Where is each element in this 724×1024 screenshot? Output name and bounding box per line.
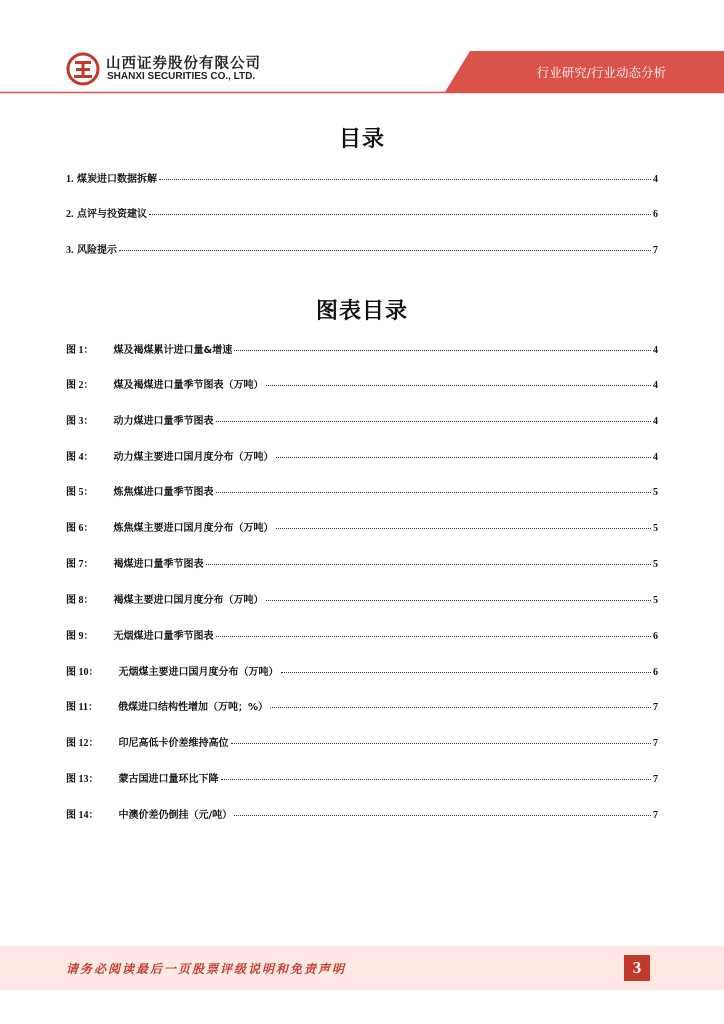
figure-item[interactable] — [66, 341, 658, 357]
figure-item-label: 无烟煤主要进口国月度分布（万吨） — [118, 667, 279, 678]
company-name-cn: 山西证券股份有限公司 — [106, 56, 261, 72]
footer-disclaimer: 请务必阅读最后一页股票评级说明和免责声明 — [66, 962, 347, 976]
figure-item[interactable] — [66, 663, 658, 679]
figure-item-number: 图 13： — [66, 774, 99, 785]
figure-item[interactable] — [66, 412, 658, 428]
leader-dots — [221, 779, 652, 780]
figure-item-label: 褐煤主要进口国月度分布（万吨） — [113, 595, 264, 606]
leader-dots — [119, 250, 651, 251]
figures-title: 图表目录 — [315, 299, 408, 324]
figure-item[interactable] — [66, 591, 658, 607]
figure-item-number: 图 4： — [66, 452, 94, 463]
figure-item[interactable] — [66, 376, 658, 392]
leader-dots — [231, 743, 652, 744]
figure-item-page: 5 — [653, 559, 658, 570]
figure-item-number: 图 12： — [66, 738, 99, 749]
figure-item-label: 印尼高低卡价差维持高位 — [118, 738, 229, 749]
figure-item-label: 炼焦煤进口量季节图表 — [113, 487, 214, 498]
leader-dots — [266, 600, 652, 601]
leader-dots — [216, 636, 652, 637]
figure-item[interactable] — [66, 770, 658, 786]
leader-dots — [149, 214, 651, 215]
figure-item-page: 5 — [653, 523, 658, 534]
leader-dots — [206, 564, 652, 565]
figure-item-number: 图 6： — [66, 523, 94, 534]
figure-item-number: 图 7： — [66, 559, 94, 570]
figure-item-page: 7 — [653, 810, 658, 821]
leader-dots — [270, 707, 651, 708]
figure-item-label: 炼焦煤主要进口国月度分布（万吨） — [113, 523, 274, 534]
figure-item-number: 图 2： — [66, 380, 94, 391]
toc-item-number: 3. — [66, 245, 74, 256]
figure-item[interactable] — [66, 519, 658, 535]
figure-item-page: 5 — [653, 487, 658, 498]
figure-item-label: 俄煤进口结构性增加（万吨；%） — [117, 702, 268, 713]
report-type-label: 行业研究/行业动态分析 — [536, 65, 666, 80]
figure-item-page: 6 — [653, 667, 658, 678]
figure-item-label: 动力煤主要进口国月度分布（万吨） — [113, 452, 274, 463]
figure-item[interactable] — [66, 483, 658, 499]
leader-dots — [234, 815, 651, 816]
figure-item-label: 中澳价差仍倒挂（元/吨） — [118, 810, 233, 821]
toc-item-page: 7 — [653, 245, 658, 256]
figure-item-label: 褐煤进口量季节图表 — [113, 559, 204, 570]
leader-dots — [276, 457, 652, 458]
figure-item-number: 图 14： — [66, 810, 99, 821]
figure-item[interactable] — [66, 448, 658, 464]
page-number: 3 — [624, 955, 650, 981]
figure-item-page: 7 — [653, 738, 658, 749]
figure-item-page: 5 — [653, 595, 658, 606]
toc-item-label: 煤炭进口数据拆解 — [76, 174, 157, 185]
figure-item-label: 无烟煤进口量季节图表 — [113, 631, 214, 642]
figure-item[interactable] — [66, 698, 658, 714]
leader-dots — [281, 672, 652, 673]
figure-item-page: 4 — [653, 452, 658, 463]
figure-item-label: 动力煤进口量季节图表 — [113, 416, 214, 427]
header-banner — [0, 0, 724, 100]
leader-dots — [216, 492, 652, 493]
toc-item-label: 点评与投资建议 — [76, 209, 147, 220]
figure-item-page: 4 — [653, 416, 658, 427]
figure-item-number: 图 8： — [66, 595, 94, 606]
figure-item-page: 6 — [653, 631, 658, 642]
figure-item-page: 4 — [653, 345, 658, 356]
figure-item[interactable] — [66, 627, 658, 643]
toc-item-number: 2. — [66, 209, 74, 220]
leader-dots — [234, 350, 651, 351]
figure-item-label: 煤及褐煤累计进口量&增速 — [113, 345, 233, 356]
figure-item[interactable] — [66, 555, 658, 571]
page-header — [0, 0, 724, 100]
figure-item-number: 图 1： — [66, 345, 94, 356]
figure-item-number: 图 3： — [66, 416, 94, 427]
leader-dots — [266, 385, 652, 386]
leader-dots — [276, 528, 652, 529]
toc-item[interactable] — [66, 170, 658, 186]
figure-item-number: 图 10： — [66, 667, 99, 678]
toc-item-page: 4 — [653, 174, 658, 185]
figure-item[interactable] — [66, 734, 658, 750]
toc-item[interactable] — [66, 241, 658, 257]
toc-item-number: 1. — [66, 174, 74, 185]
figure-item-label: 蒙古国进口量环比下降 — [118, 774, 219, 785]
figure-item-number: 图 5： — [66, 487, 94, 498]
toc-item-label: 风险提示 — [76, 245, 117, 256]
figure-item[interactable] — [66, 806, 658, 822]
toc-item[interactable] — [66, 205, 658, 221]
figure-item-number: 图 9： — [66, 631, 94, 642]
figure-item-page: 7 — [653, 774, 658, 785]
company-logo-icon — [66, 52, 100, 86]
figure-item-number: 图 11： — [66, 702, 98, 713]
leader-dots — [159, 179, 651, 180]
figure-item-label: 煤及褐煤进口量季节图表（万吨） — [113, 380, 264, 391]
toc-title: 目录 — [338, 127, 385, 152]
toc-item-page: 6 — [653, 209, 658, 220]
figure-item-page: 7 — [653, 702, 658, 713]
company-name-en: SHANXI SECURITIES CO., LTD. — [107, 71, 256, 82]
figure-item-page: 4 — [653, 380, 658, 391]
leader-dots — [216, 421, 652, 422]
